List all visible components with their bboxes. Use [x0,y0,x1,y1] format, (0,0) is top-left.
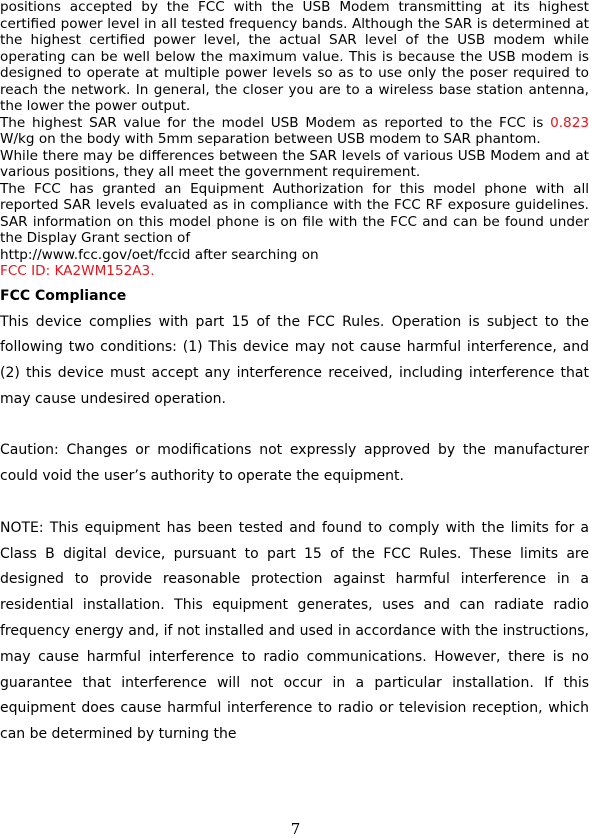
paragraph-spacer [0,490,589,516]
sar-paragraph-differences: While there may be differences between the SAR levels of various USB Modem and at various positions, they all meet the government requirement. [0,147,589,180]
sar-value-detail: W/kg on the body with 5mm separation between USB modem to SAR phantom. [0,131,541,147]
sar-paragraph-highest-value [0,115,589,148]
paragraph-spacer [0,413,589,439]
sar-paragraph-authorization: The FCC has granted an Equipment Authorization for this model phone with all reported SAR levels evaluated as in compliance with the FCC RF exposure guidelines. SAR information on this model phone is on file with the FCC and can be found under the Display Grant section of [0,180,589,246]
fcc-compliance-section [0,310,591,749]
sar-paragraph-measurement: positions accepted by the FCC with the USB Modem transmitting at its highest certified power level in all tested frequency bands. Although the SAR is determined at the highest certified power level, the actual SAR level of the USB modem while operating can be well below the maximum value. This is because the USB modem is designed to operate at multiple power levels so as to use only the poser required to reach the network. In general, the closer you are to a wireless base station antenna, the lower the power output. [0,0,589,114]
fcc-compliance-heading: FCC Compliance [0,287,127,304]
fcc-url-line: http://www.fcc.gov/oet/fccid after searching on [0,246,319,263]
sar-information-section [0,0,591,280]
sar-value: 0.823 [550,114,589,131]
fcc-id: FCC ID: KA2WM152A3. [0,263,155,279]
sar-value-intro: The highest SAR value for the model USB Modem as reported to the FCC is [0,114,551,131]
page-number: 7 [290,820,301,838]
note-paragraph: NOTE: This equipment has been tested and found to comply with the limits for a Class B digital device, pursuant to part 15 of the FCC Rules. These limits are designed to provide reasonable protection against harmful interference in a residential installation. This equipment generates, uses and can radiate radio frequency energy and, if not installed and used in accordance with the instructions, may cause harmful interference to radio communications. However, there is no guarantee that interference will not occur in a particular installation. If this equipment does cause harmful interference to radio or television reception, which can be determined by turning the [0,519,589,743]
caution-paragraph: Caution: Changes or modifications not expressly approved by the manufacturer could void the user’s authority to operate the equipment. [0,442,589,485]
compliance-paragraph: This device complies with part 15 of the FCC Rules. Operation is subject to the following two conditions: (1) This device may not cause harmful interference, and (2) this device must accept any interference received, including interference that may cause undesired operation. [0,313,589,407]
